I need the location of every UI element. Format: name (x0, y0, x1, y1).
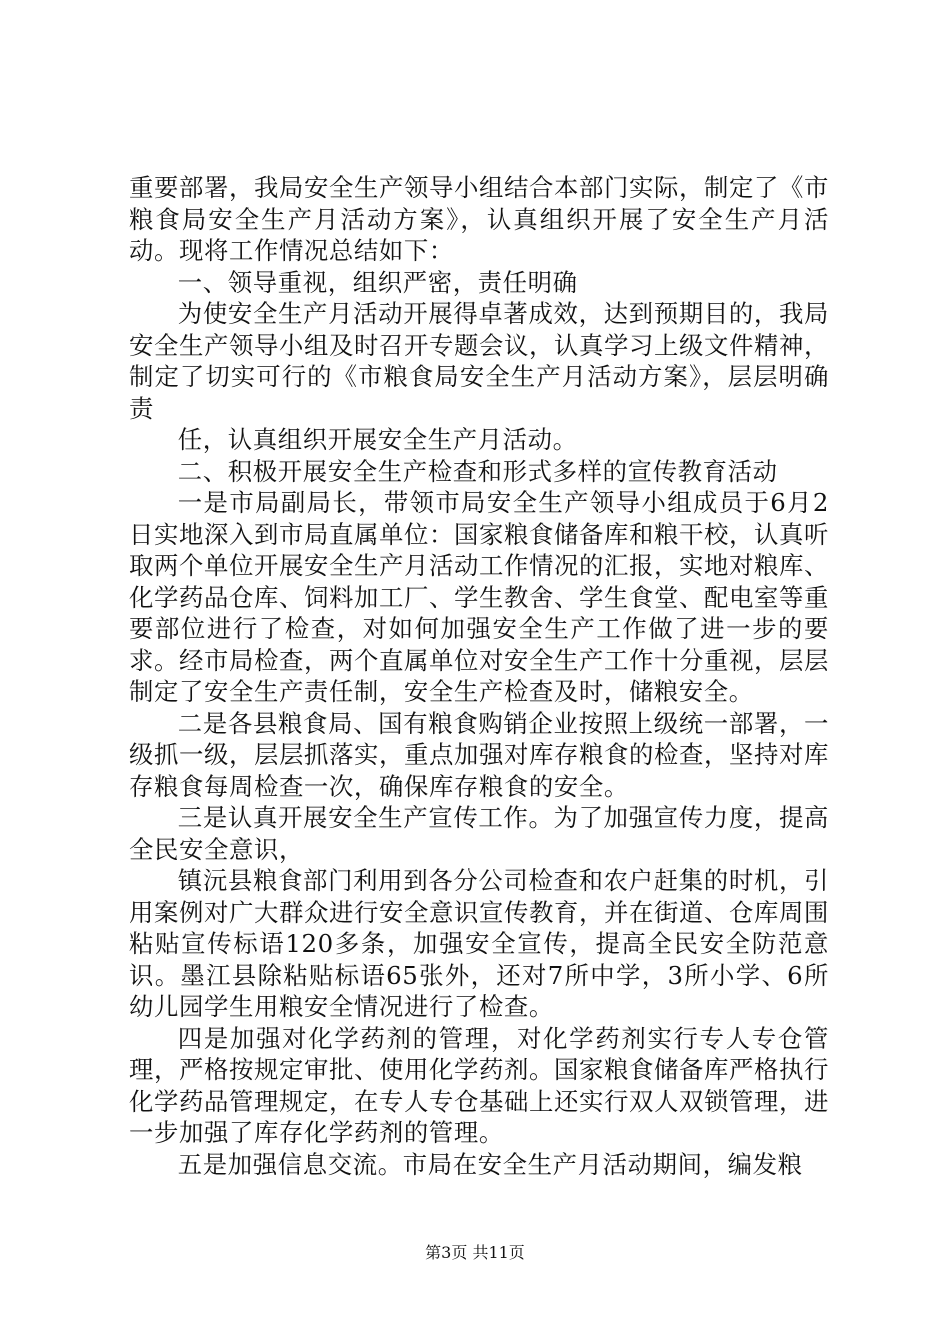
section-heading-1: 一、领导重视，组织严密，责任明确 (177, 267, 578, 297)
page-number-footer: 第3页 共11页 (425, 1243, 525, 1262)
section-heading-2: 二、积极开展安全生产检查和形式多样的宣传教育活动 (177, 456, 778, 486)
paragraph-item-1: 一是市局副局长，带领市局安全生产领导小组成员于6月2日实地深入到市局直属单位：国家粮食储备库和粮干校，认真听取两个单位开展安全生产月活动工作情况的汇报，实地对粮库、化学药品仓库、饲料加工厂、学生教舍、学生食堂、配电室等重要部位进行了检查，对如何加强安全生产工作做了进一步的要求。经市局检查，两个直属单位对安全生产工作十分重视，层层制定了安全生产责任制，安全生产检查及时，储粮安全。 (129, 488, 829, 706)
paragraph-leadership-cont: 任，认真组织开展安全生产月活动。 (177, 425, 578, 454)
paragraph-item-5: 五是加强信息交流。市局在安全生产月活动期间，编发粮 (177, 1149, 803, 1179)
paragraph-intro: 重要部署，我局安全生产领导小组结合本部门实际，制定了《市粮食局安全生产月活动方案》，认真组织开展了安全生产月活动。现将工作情况总结如下： (129, 173, 829, 265)
paragraph-item-3: 三是认真开展安全生产宣传工作。为了加强宣传力度，提高全民安全意识， (129, 803, 829, 864)
paragraph-item-3-detail: 镇沅县粮食部门利用到各分公司检查和农户赶集的时机，引用案例对广大群众进行安全意识宣传教育，并在街道、仓库周围粘贴宣传标语120多条，加强安全宣传，提高全民安全防范意识。墨江县除粘贴标语65张外，还对7所中学，3所小学、6所幼儿园学生用粮安全情况进行了检查。 (129, 866, 829, 1021)
paragraph-item-2: 二是各县粮食局、国有粮食购销企业按照上级统一部署，一级抓一级，层层抓落实，重点加强对库存粮食的检查，坚持对库存粮食每周检查一次，确保库存粮食的安全。 (129, 708, 829, 801)
paragraph-item-4: 四是加强对化学药剂的管理，对化学药剂实行专人专仓管理，严格按规定审批、使用化学药剂。国家粮食储备库严格执行化学药品管理规定，在专人专仓基础上还实行双人双锁管理，进一步加强了库存化学药剂的管理。 (129, 1023, 829, 1147)
paragraph-leadership: 为使安全生产月活动开展得卓著成效，达到预期目的，我局安全生产领导小组及时召开专题会议，认真学习上级文件精神，制定了切实可行的《市粮食局安全生产月活动方案》，层层明确责 (129, 299, 829, 423)
document-body (129, 172, 829, 1180)
